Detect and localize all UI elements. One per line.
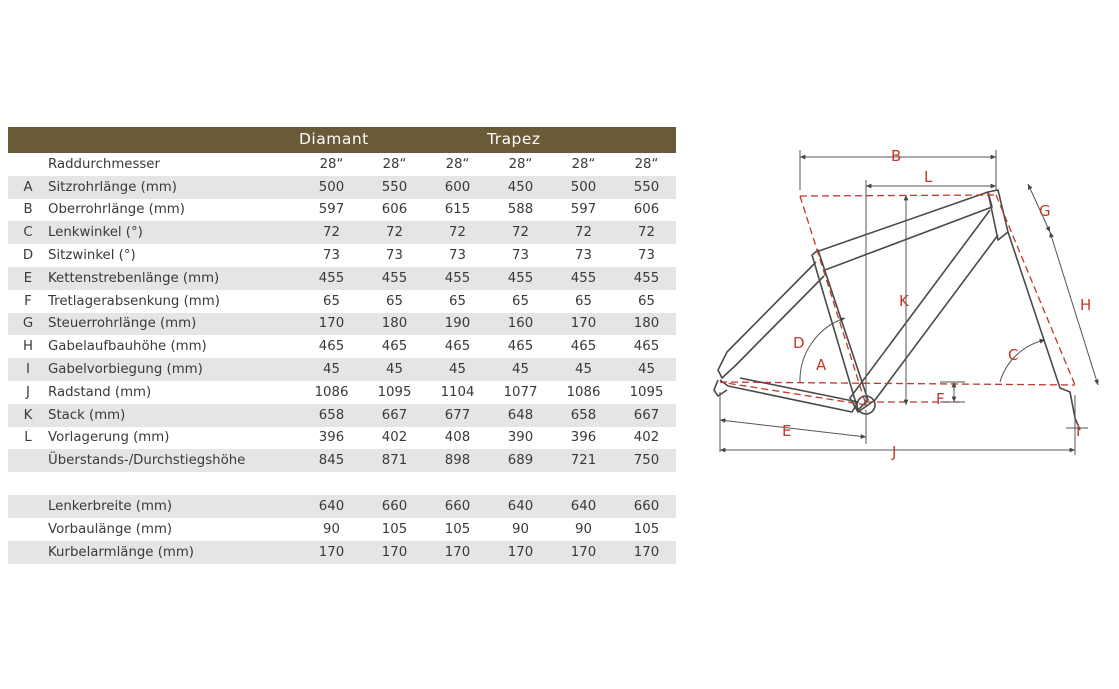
cell: 600	[444, 179, 471, 195]
cell: 72	[638, 225, 655, 241]
row-label: Stack (mm)	[48, 407, 126, 423]
label-e: E	[782, 422, 792, 440]
cell: 90	[323, 521, 340, 537]
cell: 170	[633, 544, 660, 560]
row-letter: I	[26, 362, 30, 378]
cell: 45	[449, 362, 466, 378]
cell: 455	[318, 270, 345, 286]
cell: 597	[570, 202, 597, 218]
cell: 90	[575, 521, 592, 537]
cell: 640	[507, 499, 534, 515]
cell: 660	[444, 499, 471, 515]
cell: 180	[633, 316, 660, 332]
row-label: Gabelaufbauhöhe (mm)	[48, 339, 207, 355]
bb-horizontal	[720, 382, 866, 405]
row-letter: L	[24, 430, 32, 446]
cell: 73	[512, 248, 529, 264]
cell: 465	[570, 339, 597, 355]
cell: 396	[570, 430, 597, 446]
group-diamant: Diamant	[299, 130, 369, 148]
cell: 28“	[382, 156, 407, 172]
label-g: G	[1039, 202, 1051, 220]
cell: 73	[323, 248, 340, 264]
row-label: Vorbaulänge (mm)	[48, 521, 173, 537]
cell: 660	[381, 499, 408, 515]
seat-tube-axis	[800, 196, 866, 405]
cell: 72	[323, 225, 340, 241]
cell: 105	[633, 521, 660, 537]
cell: 658	[318, 407, 345, 423]
row-label: Vorlagerung (mm)	[48, 430, 170, 446]
cell: 677	[444, 407, 471, 423]
cell: 72	[575, 225, 592, 241]
cell: 500	[570, 179, 597, 195]
cell: 615	[444, 202, 471, 218]
cell: 660	[633, 499, 660, 515]
cell: 550	[381, 179, 408, 195]
label-f: F	[936, 390, 945, 408]
cell: 65	[323, 293, 340, 309]
cell: 65	[449, 293, 466, 309]
row-letter: E	[23, 270, 33, 286]
cell: 667	[633, 407, 660, 423]
cell: 1095	[629, 384, 664, 400]
cell: 28“	[319, 156, 344, 172]
top-tube	[816, 192, 992, 270]
cell: 73	[638, 248, 655, 264]
cell: 105	[381, 521, 408, 537]
cell: 465	[507, 339, 534, 355]
cell: 689	[507, 453, 534, 469]
row-letter: D	[22, 248, 34, 264]
cell: 455	[381, 270, 408, 286]
effective-top-tube	[800, 195, 996, 196]
row-label: Kurbelarmlänge (mm)	[48, 544, 194, 560]
row-label: Oberrohrlänge (mm)	[48, 202, 185, 218]
cell: 588	[507, 202, 534, 218]
cell: 450	[507, 179, 534, 195]
cell: 597	[318, 202, 345, 218]
cell: 45	[638, 362, 655, 378]
cell: 648	[507, 407, 534, 423]
cell: 390	[507, 430, 534, 446]
row-label: Überstands-/Durchstiegshöhe	[48, 453, 246, 469]
cell: 170	[318, 544, 345, 560]
cell: 65	[386, 293, 403, 309]
cell: 1086	[314, 384, 349, 400]
cell: 160	[507, 316, 534, 332]
row-label: Sitzwinkel (°)	[48, 248, 136, 264]
cell: 606	[633, 202, 660, 218]
cell: 105	[444, 521, 471, 537]
cell: 45	[512, 362, 529, 378]
cell: 465	[633, 339, 660, 355]
label-b: B	[891, 147, 902, 165]
cell: 28“	[508, 156, 533, 172]
cell: 898	[444, 453, 471, 469]
cell: 45	[323, 362, 340, 378]
row-label: Lenkwinkel (°)	[48, 225, 143, 241]
cell: 1104	[440, 384, 475, 400]
row-letter: G	[22, 316, 34, 332]
cell: 500	[318, 179, 345, 195]
cell: 667	[381, 407, 408, 423]
head-tube	[988, 190, 1008, 240]
geometry-lines	[720, 195, 1075, 405]
label-i: I	[1076, 422, 1081, 440]
cell: 658	[570, 407, 597, 423]
cell: 90	[512, 521, 529, 537]
cell: 72	[386, 225, 403, 241]
cell: 402	[381, 430, 408, 446]
label-k: K	[899, 292, 909, 310]
label-a: A	[816, 356, 827, 374]
cell: 721	[570, 453, 597, 469]
cell: 640	[318, 499, 345, 515]
row-letter: A	[23, 179, 33, 195]
row-letter: C	[23, 225, 33, 241]
cell: 190	[444, 316, 471, 332]
label-h: H	[1080, 296, 1092, 314]
cell: 1077	[503, 384, 538, 400]
cell: 72	[449, 225, 466, 241]
row-letter: F	[24, 293, 32, 309]
dim-e	[720, 420, 866, 437]
row-label: Radstand (mm)	[48, 384, 152, 400]
cell: 28“	[571, 156, 596, 172]
cell: 871	[381, 453, 408, 469]
cell: 1095	[377, 384, 412, 400]
frame-outline	[714, 190, 1080, 430]
cell: 465	[381, 339, 408, 355]
cell: 402	[633, 430, 660, 446]
row-label: Tretlagerabsenkung (mm)	[48, 293, 220, 309]
cell: 28“	[445, 156, 470, 172]
cell: 73	[575, 248, 592, 264]
cell: 170	[381, 544, 408, 560]
cell: 170	[570, 316, 597, 332]
label-d: D	[793, 334, 805, 352]
cell: 170	[444, 544, 471, 560]
cell: 750	[633, 453, 660, 469]
label-l: L	[924, 168, 933, 186]
fork	[1008, 232, 1080, 430]
cell: 1086	[566, 384, 601, 400]
row-letter: J	[26, 384, 30, 400]
cell: 65	[512, 293, 529, 309]
cell: 65	[638, 293, 655, 309]
cell: 45	[575, 362, 592, 378]
row-letter: H	[23, 339, 33, 355]
cell: 170	[570, 544, 597, 560]
row-label: Raddurchmesser	[48, 156, 160, 172]
label-j: J	[892, 443, 897, 461]
row-letter: K	[23, 407, 33, 423]
cell: 455	[570, 270, 597, 286]
cell: 396	[318, 430, 345, 446]
cell: 73	[386, 248, 403, 264]
seat-stay	[718, 262, 824, 378]
cell: 28“	[634, 156, 659, 172]
cell: 455	[444, 270, 471, 286]
cell: 845	[318, 453, 345, 469]
dimension-labels	[782, 147, 1091, 461]
row-label: Steuerrohrlänge (mm)	[48, 316, 197, 332]
cell: 72	[512, 225, 529, 241]
row-letter: B	[23, 202, 33, 218]
row-label: Sitzrohrlänge (mm)	[48, 179, 177, 195]
cell: 465	[318, 339, 345, 355]
cell: 408	[444, 430, 471, 446]
cell: 170	[318, 316, 345, 332]
cell: 45	[386, 362, 403, 378]
row-label: Lenkerbreite (mm)	[48, 499, 173, 515]
cell: 455	[633, 270, 660, 286]
cell: 455	[507, 270, 534, 286]
cell: 465	[444, 339, 471, 355]
cell: 180	[381, 316, 408, 332]
row-label: Gabelvorbiegung (mm)	[48, 362, 203, 378]
cell: 640	[570, 499, 597, 515]
group-trapez: Trapez	[487, 130, 541, 148]
angle-c	[1000, 340, 1045, 382]
cell: 550	[633, 179, 660, 195]
cell: 170	[507, 544, 534, 560]
cell: 65	[575, 293, 592, 309]
label-c: C	[1008, 346, 1019, 364]
row-label: Kettenstrebenlänge (mm)	[48, 270, 220, 286]
cell: 73	[449, 248, 466, 264]
cell: 606	[381, 202, 408, 218]
down-tube	[850, 210, 998, 412]
